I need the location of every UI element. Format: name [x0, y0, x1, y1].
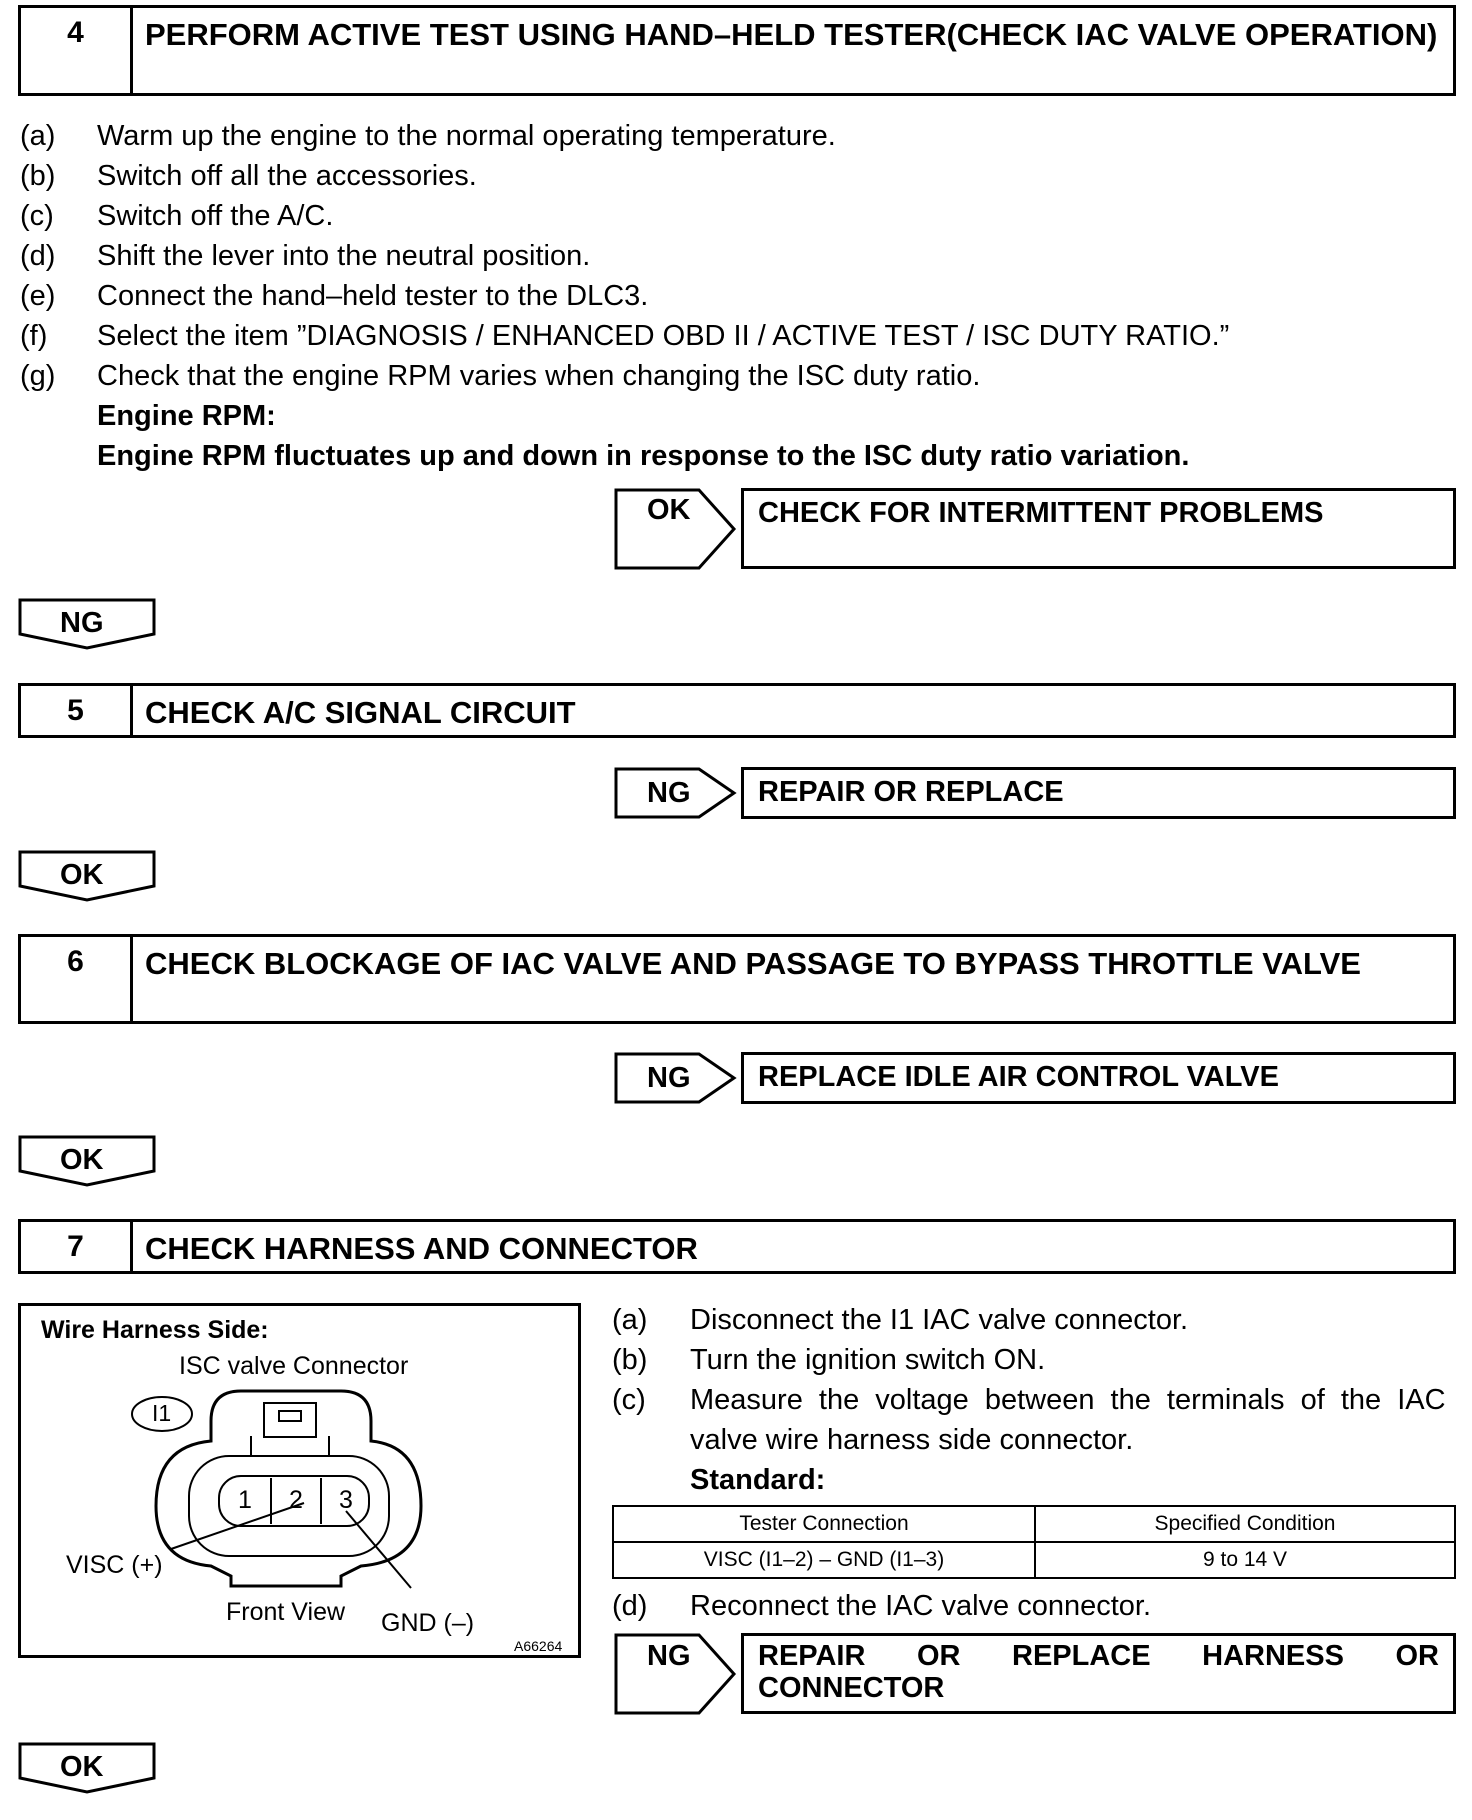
item-letter: (e) [20, 280, 56, 312]
connector-figure [18, 1303, 581, 1658]
instruction-text: Switch off the A/C. [97, 200, 334, 232]
item-letter: (c) [20, 200, 54, 232]
instruction-text: Turn the ignition switch ON. [690, 1344, 1046, 1376]
table-header-row [613, 1506, 1455, 1542]
step-4-header [18, 5, 1456, 96]
instruction-text: Select the item ”DIAGNOSIS / ENHANCED OBD II / ACTIVE TEST / ISC DUTY RATIO.” [97, 320, 1230, 352]
instruction-text: Disconnect the I1 IAC valve connector. [690, 1304, 1189, 1336]
table-header: Tester Connection [613, 1506, 1035, 1542]
step-5-header [18, 683, 1456, 738]
down-label: OK [60, 1144, 104, 1176]
instruction-text: Switch off all the accessories. [97, 160, 477, 192]
pin-3: 3 [339, 1486, 353, 1514]
result-box: REPLACE IDLE AIR CONTROL VALVE [741, 1052, 1456, 1104]
item-letter: (g) [20, 360, 56, 392]
connector-id: I1 [152, 1400, 172, 1426]
item-letter: (f) [20, 320, 48, 352]
step-title: CHECK HARNESS AND CONNECTOR [145, 1231, 698, 1266]
down-label: OK [60, 859, 104, 891]
result-line: REPAIR OR REPLACE HARNESS OR [758, 1640, 1439, 1672]
step-number: 7 [21, 1222, 133, 1271]
pin-1: 1 [238, 1486, 252, 1514]
branch-label: NG [647, 777, 691, 809]
instruction-text: Connect the hand–held tester to the DLC3. [97, 280, 649, 312]
result-line: CONNECTOR [758, 1672, 945, 1704]
instruction-text: Check that the engine RPM varies when changing the ISC duty ratio. [97, 360, 981, 392]
item-letter: (a) [20, 120, 56, 152]
standard-heading: Standard: [690, 1464, 826, 1496]
visc-label: VISC (+) [66, 1551, 163, 1579]
item-letter: (b) [612, 1344, 648, 1376]
step-number: 4 [21, 8, 133, 93]
branch-label: NG [647, 1640, 691, 1672]
instruction-text: Shift the lever into the neutral position. [97, 240, 591, 272]
down-label: OK [60, 1751, 104, 1783]
step-7-header [18, 1219, 1456, 1274]
table-header: Specified Condition [1035, 1506, 1455, 1542]
result-box: REPAIR OR REPLACE [741, 767, 1456, 819]
figure-code: A66264 [514, 1638, 563, 1654]
item-letter: (b) [20, 160, 56, 192]
branch-label: NG [647, 1062, 691, 1094]
gnd-label: GND (–) [381, 1609, 475, 1637]
item-letter: (d) [612, 1590, 648, 1622]
spec-heading: Engine RPM: [97, 400, 276, 432]
pin-2: 2 [289, 1486, 303, 1514]
table-cell: VISC (I1–2) – GND (I1–3) [613, 1542, 1035, 1578]
step-title: CHECK A/C SIGNAL CIRCUIT [145, 695, 576, 730]
step-6-header [18, 934, 1456, 1024]
step-title: PERFORM ACTIVE TEST USING HAND–HELD TESTER(CHECK IAC VALVE OPERATION) [145, 17, 1438, 52]
step-number: 5 [21, 686, 133, 735]
instruction-text: Warm up the engine to the normal operating temperature. [97, 120, 836, 152]
item-letter: (d) [20, 240, 56, 272]
result-box: CHECK FOR INTERMITTENT PROBLEMS [741, 488, 1456, 569]
item-letter: (c) [612, 1384, 646, 1416]
instruction-text: Measure the voltage between the terminals of the IAC [690, 1384, 1446, 1416]
figure-heading: Wire Harness Side: [41, 1316, 269, 1344]
down-label: NG [60, 607, 104, 639]
item-letter: (a) [612, 1304, 648, 1336]
spec-text: Engine RPM fluctuates up and down in response to the ISC duty ratio variation. [97, 440, 1190, 472]
result-box [741, 1633, 1456, 1714]
connector-name: ISC valve Connector [179, 1352, 409, 1380]
table-cell: 9 to 14 V [1035, 1542, 1455, 1578]
standard-table [612, 1505, 1456, 1579]
step-title: CHECK BLOCKAGE OF IAC VALVE AND PASSAGE TO BYPASS THROTTLE VALVE [145, 946, 1361, 981]
table-row [613, 1542, 1455, 1578]
instruction-text: valve wire harness side connector. [690, 1424, 1134, 1456]
instruction-text: Reconnect the IAC valve connector. [690, 1590, 1152, 1622]
step-number: 6 [21, 937, 133, 1021]
branch-label: OK [647, 494, 691, 526]
view-label: Front View [226, 1598, 346, 1626]
